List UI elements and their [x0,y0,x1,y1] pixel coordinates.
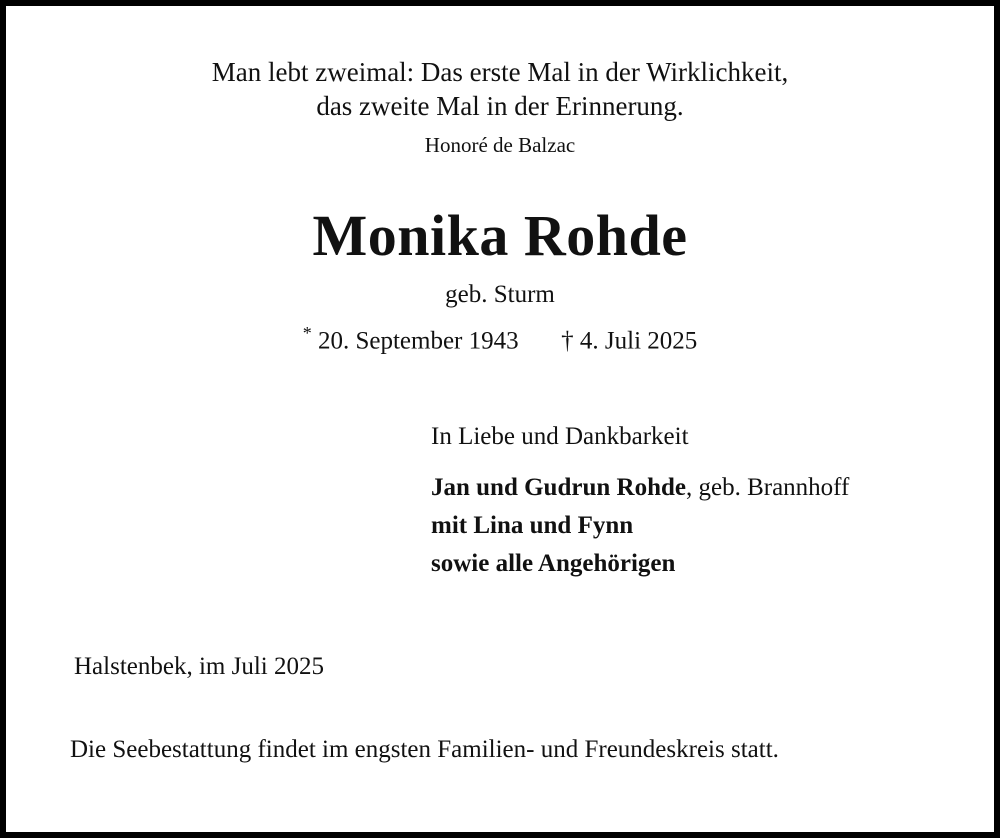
quote-line-2: das zweite Mal in der Erinnerung. [316,91,684,121]
place-date: Halstenbek, im Juli 2025 [74,653,324,680]
mourners-line-1 [431,475,849,500]
burial-notice: Die Seebestattung findet im engsten Familien- und Freundeskreis statt. [70,736,779,763]
mourners-intro: In Liebe und Dankbarkeit [431,423,689,450]
birth-symbol: * [302,323,312,343]
deceased-name: Monika Rohde [312,203,688,268]
quote-line-1: Man lebt zweimal: Das erste Mal in der Wirklichkeit, [211,57,789,87]
life-dates [6,324,994,353]
death-symbol: † [561,327,574,355]
maiden-name: geb. Sturm [445,281,555,308]
birth-date: 20. September 1943 [317,327,519,355]
mourners-maiden: , geb. Brannhoff [685,474,850,501]
mourners-line-3: sowie alle Angehörigen [431,550,676,577]
mourners-line-2: mit Lina und Fynn [431,512,634,539]
mourners-names: Jan und Gudrun Rohde [431,474,686,501]
quote-author: Honoré de Balzac [424,133,576,157]
death-date: 4. Juli 2025 [579,327,698,355]
